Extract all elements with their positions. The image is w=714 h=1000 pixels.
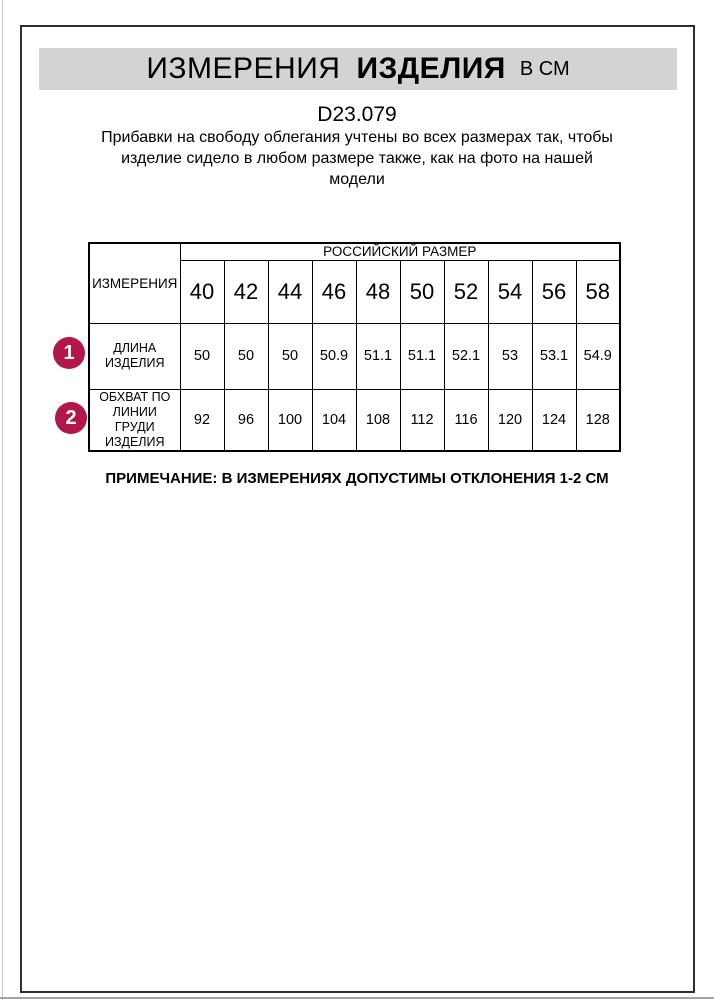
length-value-cell: 50 (268, 323, 312, 389)
chest-value-cell: 96 (224, 389, 268, 451)
size-table (88, 242, 621, 452)
size-header-cell: 48 (356, 260, 400, 323)
row-marker-2: 2 (55, 402, 87, 434)
product-code: D23.079 (317, 103, 397, 126)
length-value-cell: 52.1 (444, 323, 488, 389)
table-row-chest (89, 389, 620, 451)
row-label-chest (89, 389, 180, 451)
russian-size-header-cell: РОССИЙСКИЙ РАЗМЕР (180, 243, 620, 260)
chest-value-cell: 128 (576, 389, 620, 451)
length-value-cell: 54.9 (576, 323, 620, 389)
length-value-cell: 53 (488, 323, 532, 389)
chest-value-cell: 104 (312, 389, 356, 451)
fit-description (0, 127, 714, 190)
size-header-cell: 50 (400, 260, 444, 323)
title-measurements: ИЗМЕРЕНИЯ (146, 52, 341, 85)
row-label-length (89, 323, 180, 389)
title-units: В СМ (519, 57, 570, 80)
measurements-corner-cell: ИЗМЕРЕНИЯ (89, 243, 180, 323)
row-marker-1: 1 (53, 337, 85, 369)
chest-value-cell: 124 (532, 389, 576, 451)
size-header-cell: 40 (180, 260, 224, 323)
size-header-cell: 52 (444, 260, 488, 323)
length-value-cell: 50.9 (312, 323, 356, 389)
fit-description-line: модели (329, 171, 385, 188)
size-header-cell: 46 (312, 260, 356, 323)
row-label-chest-text: ОБХВАТ ПО ЛИНИИ ГРУДИ ИЗДЕЛИЯ (99, 389, 171, 449)
size-header-cell: 42 (224, 260, 268, 323)
chest-value-cell: 108 (356, 389, 400, 451)
table-row-group-header (89, 243, 620, 260)
page-edge-line-bottom (0, 997, 714, 999)
title-bar (39, 48, 677, 90)
title-product: ИЗДЕЛИЯ (356, 52, 506, 85)
length-value-cell: 53.1 (532, 323, 576, 389)
table-row-length (89, 323, 620, 389)
note-text: ПРИМЕЧАНИЕ: В ИЗМЕРЕНИЯХ ДОПУСТИМЫ ОТКЛОНЕНИЯ 1-2 СМ (105, 470, 609, 487)
size-header-cell: 58 (576, 260, 620, 323)
size-header-cell: 56 (532, 260, 576, 323)
chest-value-cell: 100 (268, 389, 312, 451)
size-header-cell: 54 (488, 260, 532, 323)
row-label-length-text: ДЛИНА ИЗДЕЛИЯ (104, 341, 165, 370)
chest-value-cell: 112 (400, 389, 444, 451)
length-value-cell: 50 (224, 323, 268, 389)
length-value-cell: 51.1 (356, 323, 400, 389)
fit-description-line: Прибавки на свободу облегания учтены во всех размерах так, чтобы (101, 129, 613, 146)
length-value-cell: 50 (180, 323, 224, 389)
fit-description-line: изделие сидело в любом размере также, как на фото на нашей (121, 150, 593, 167)
length-value-cell: 51.1 (400, 323, 444, 389)
size-header-cell: 44 (268, 260, 312, 323)
chest-value-cell: 92 (180, 389, 224, 451)
chest-value-cell: 116 (444, 389, 488, 451)
chest-value-cell: 120 (488, 389, 532, 451)
